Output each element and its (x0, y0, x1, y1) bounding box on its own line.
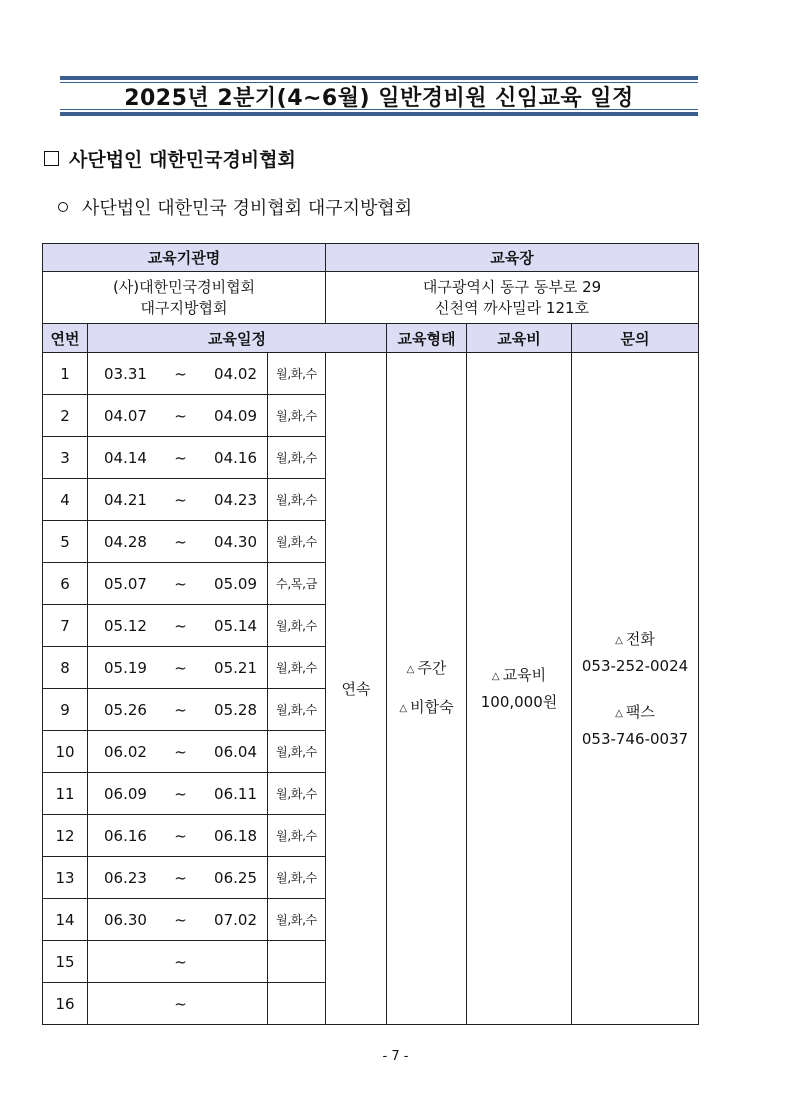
start-date: 03.31 (104, 364, 147, 383)
date-separator: ~ (174, 406, 187, 425)
row-dates (88, 563, 268, 605)
row-dates (88, 815, 268, 857)
subsection-heading-text: 사단법인 대한민국 경비협회 대구지방협회 (82, 198, 413, 219)
org-name-header: 교육기관명 (43, 244, 326, 272)
document-title: 2025년 2분기(4~6월) 일반경비원 신임교육 일정 (124, 85, 634, 111)
venue-line1: 대구광역시 동구 동부로 29 (422, 277, 602, 296)
row-number: 16 (43, 983, 88, 1025)
start-date: 05.07 (104, 574, 147, 593)
venue-cell (326, 272, 699, 324)
end-date: 06.04 (214, 742, 257, 761)
start-date: 04.07 (104, 406, 147, 425)
row-number: 15 (43, 941, 88, 983)
row-weekdays (268, 983, 326, 1025)
row-number: 2 (43, 395, 88, 437)
checkbox-square-icon (44, 151, 59, 166)
fee-header: 교육비 (467, 324, 572, 353)
start-date: 05.19 (104, 658, 147, 677)
row-dates (88, 647, 268, 689)
end-date: 07.02 (214, 910, 257, 929)
row-dates (88, 437, 268, 479)
table-row (43, 353, 699, 395)
end-date: 04.30 (214, 532, 257, 551)
date-separator: ~ (174, 658, 187, 677)
date-separator: ~ (174, 994, 187, 1013)
row-dates (88, 857, 268, 899)
start-date: 06.23 (104, 868, 147, 887)
row-number: 6 (43, 563, 88, 605)
row-weekdays: 월,화,수 (268, 731, 326, 773)
fee-amount: 100,000원 (480, 693, 558, 711)
row-dates (88, 689, 268, 731)
end-date: 06.18 (214, 826, 257, 845)
row-dates (88, 605, 268, 647)
triangle-bullet-icon: △ (491, 671, 500, 682)
fee-label: 교육비 (502, 666, 547, 684)
row-weekdays: 월,화,수 (268, 815, 326, 857)
row-dates (88, 353, 268, 395)
date-separator: ~ (174, 574, 187, 593)
triangle-bullet-icon: △ (406, 663, 415, 675)
row-weekdays (268, 941, 326, 983)
row-number: 5 (43, 521, 88, 563)
end-date: 05.09 (214, 574, 257, 593)
row-weekdays: 월,화,수 (268, 899, 326, 941)
row-weekdays: 월,화,수 (268, 689, 326, 731)
row-weekdays: 월,화,수 (268, 605, 326, 647)
date-separator: ~ (174, 742, 187, 761)
row-number: 3 (43, 437, 88, 479)
table-header-row-2 (43, 324, 699, 353)
row-number: 11 (43, 773, 88, 815)
row-weekdays: 월,화,수 (268, 479, 326, 521)
date-separator: ~ (174, 364, 187, 383)
row-dates (88, 899, 268, 941)
type-line1: 주간 (417, 658, 447, 677)
date-separator: ~ (174, 826, 187, 845)
start-date: 05.26 (104, 700, 147, 719)
org-name-line1: (사)대한민국경비협회 (112, 277, 256, 296)
row-weekdays: 월,화,수 (268, 437, 326, 479)
triangle-bullet-icon: △ (615, 634, 623, 646)
row-number: 7 (43, 605, 88, 647)
triangle-bullet-icon: △ (615, 707, 623, 719)
start-date: 04.14 (104, 448, 147, 467)
start-date: 04.21 (104, 490, 147, 509)
row-number: 14 (43, 899, 88, 941)
row-number: 12 (43, 815, 88, 857)
end-date: 04.02 (214, 364, 257, 383)
triangle-bullet-icon: △ (399, 702, 408, 714)
type-header: 교육형태 (387, 324, 467, 353)
date-separator: ~ (174, 616, 187, 635)
end-date: 04.23 (214, 490, 257, 509)
date-separator: ~ (174, 910, 187, 929)
end-date: 05.14 (214, 616, 257, 635)
start-date: 06.16 (104, 826, 147, 845)
contact-header: 문의 (572, 324, 699, 353)
page-number: - 7 - (382, 1049, 409, 1064)
org-name-cell (43, 272, 326, 324)
row-dates (88, 773, 268, 815)
end-date: 04.16 (214, 448, 257, 467)
row-number: 1 (43, 353, 88, 395)
org-info-row (43, 272, 699, 324)
start-date: 05.12 (104, 616, 147, 635)
end-date: 04.09 (214, 406, 257, 425)
row-weekdays: 월,화,수 (268, 521, 326, 563)
table-header-row-1 (43, 244, 699, 272)
end-date: 06.25 (214, 868, 257, 887)
date-separator: ~ (174, 700, 187, 719)
row-weekdays: 수,목,금 (268, 563, 326, 605)
schedule-header: 교육일정 (88, 324, 387, 353)
row-dates (88, 395, 268, 437)
row-weekdays: 월,화,수 (268, 395, 326, 437)
fee-cell (467, 353, 572, 1025)
date-separator: ~ (174, 448, 187, 467)
start-date: 06.09 (104, 784, 147, 803)
contact-cell (572, 353, 699, 1025)
no-header: 연번 (43, 324, 88, 353)
start-date: 04.28 (104, 532, 147, 551)
venue-header: 교육장 (326, 244, 699, 272)
row-number: 9 (43, 689, 88, 731)
row-number: 10 (43, 731, 88, 773)
end-date: 05.21 (214, 658, 257, 677)
row-number: 13 (43, 857, 88, 899)
row-dates (88, 941, 268, 983)
schedule-table (42, 243, 699, 1025)
date-separator: ~ (174, 490, 187, 509)
row-weekdays: 월,화,수 (268, 647, 326, 689)
document-title-box (60, 76, 698, 116)
venue-line2: 신천역 까사밀라 121호 (434, 298, 590, 317)
fax-number: 053-746-0037 (581, 729, 689, 748)
date-separator: ~ (174, 532, 187, 551)
section-heading-text: 사단법인 대한민국경비협회 (69, 149, 296, 171)
start-date: 06.02 (104, 742, 147, 761)
row-dates (88, 731, 268, 773)
date-separator: ~ (174, 868, 187, 887)
row-weekdays: 월,화,수 (268, 353, 326, 395)
row-number: 4 (43, 479, 88, 521)
end-date: 06.11 (214, 784, 257, 803)
phone-number: 053-252-0024 (581, 656, 689, 675)
section-heading (44, 145, 296, 172)
row-dates (88, 983, 268, 1025)
date-separator: ~ (174, 952, 187, 971)
mode-cell: 연속 (326, 353, 387, 1025)
subsection-heading (58, 194, 412, 220)
end-date: 05.28 (214, 700, 257, 719)
row-number: 8 (43, 647, 88, 689)
start-date: 06.30 (104, 910, 147, 929)
org-name-line2: 대구지방협회 (140, 298, 228, 317)
row-dates (88, 521, 268, 563)
row-weekdays: 월,화,수 (268, 857, 326, 899)
phone-label: 전화 (625, 629, 655, 648)
fax-label: 팩스 (625, 702, 655, 721)
circle-bullet-icon (58, 202, 68, 212)
row-weekdays: 월,화,수 (268, 773, 326, 815)
row-dates (88, 479, 268, 521)
type-cell (387, 353, 467, 1025)
type-line2: 비합숙 (410, 697, 454, 716)
date-separator: ~ (174, 784, 187, 803)
